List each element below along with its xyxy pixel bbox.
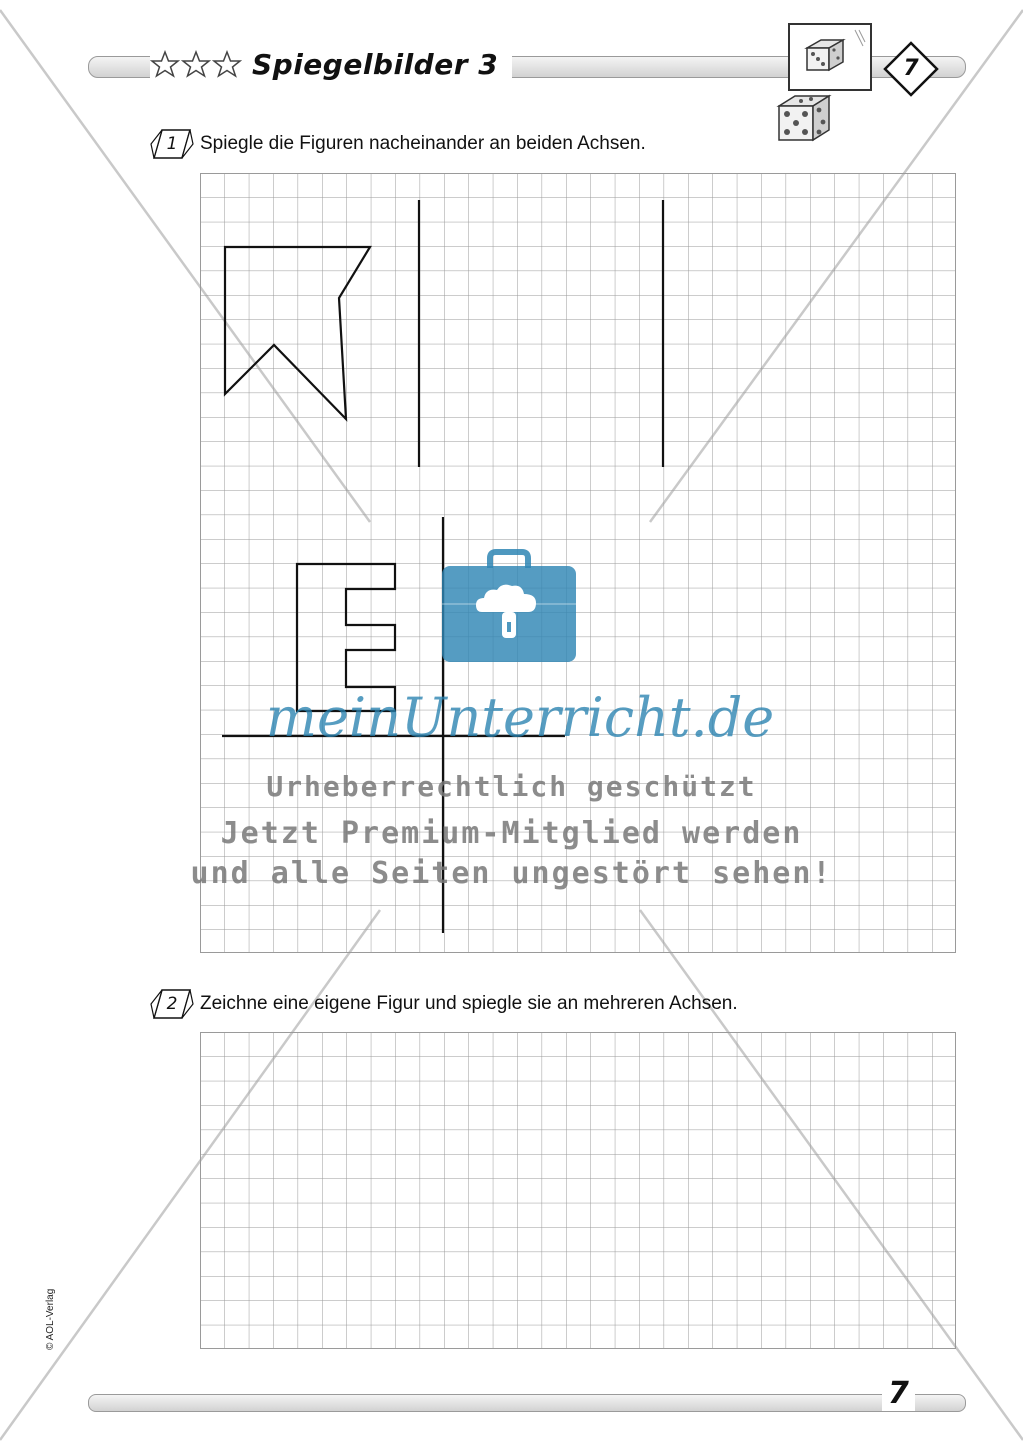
task-number-label: 2 bbox=[166, 994, 178, 1014]
difficulty-stars bbox=[150, 50, 242, 78]
title-area bbox=[150, 44, 512, 84]
star-icon bbox=[150, 50, 180, 78]
star-icon bbox=[181, 50, 211, 78]
star-icon bbox=[212, 50, 242, 78]
task-2-number bbox=[150, 987, 194, 1021]
footer-page-number: 7 bbox=[882, 1376, 915, 1411]
watermark-line-1: Urheberrechtlich geschützt bbox=[266, 770, 757, 803]
dice-mirror-icon bbox=[775, 22, 885, 158]
briefcase-cloud-logo bbox=[440, 548, 578, 666]
task-number-label: 1 bbox=[166, 134, 178, 154]
page-number-badge bbox=[882, 40, 940, 98]
grid-task-2 bbox=[200, 1032, 957, 1350]
watermark-line-2: Jetzt Premium-Mitglied werden bbox=[220, 816, 803, 851]
footer-bar bbox=[88, 1394, 966, 1412]
watermark-line-3: und alle Seiten ungestört sehen! bbox=[190, 856, 833, 891]
page-badge-number: 7 bbox=[903, 56, 919, 81]
task-2-instruction: Zeichne eine eigene Figur und spiegle sie an mehreren Achsen. bbox=[200, 993, 738, 1014]
task-1-instruction: Spiegle die Figuren nacheinander an beiden Achsen. bbox=[200, 133, 646, 154]
copyright-note: © AOL-Verlag bbox=[45, 1288, 56, 1350]
page-title: Spiegelbilder 3 bbox=[252, 47, 499, 81]
watermark-brand: meinUnterricht.de bbox=[265, 686, 775, 749]
task-1-number bbox=[150, 127, 194, 161]
